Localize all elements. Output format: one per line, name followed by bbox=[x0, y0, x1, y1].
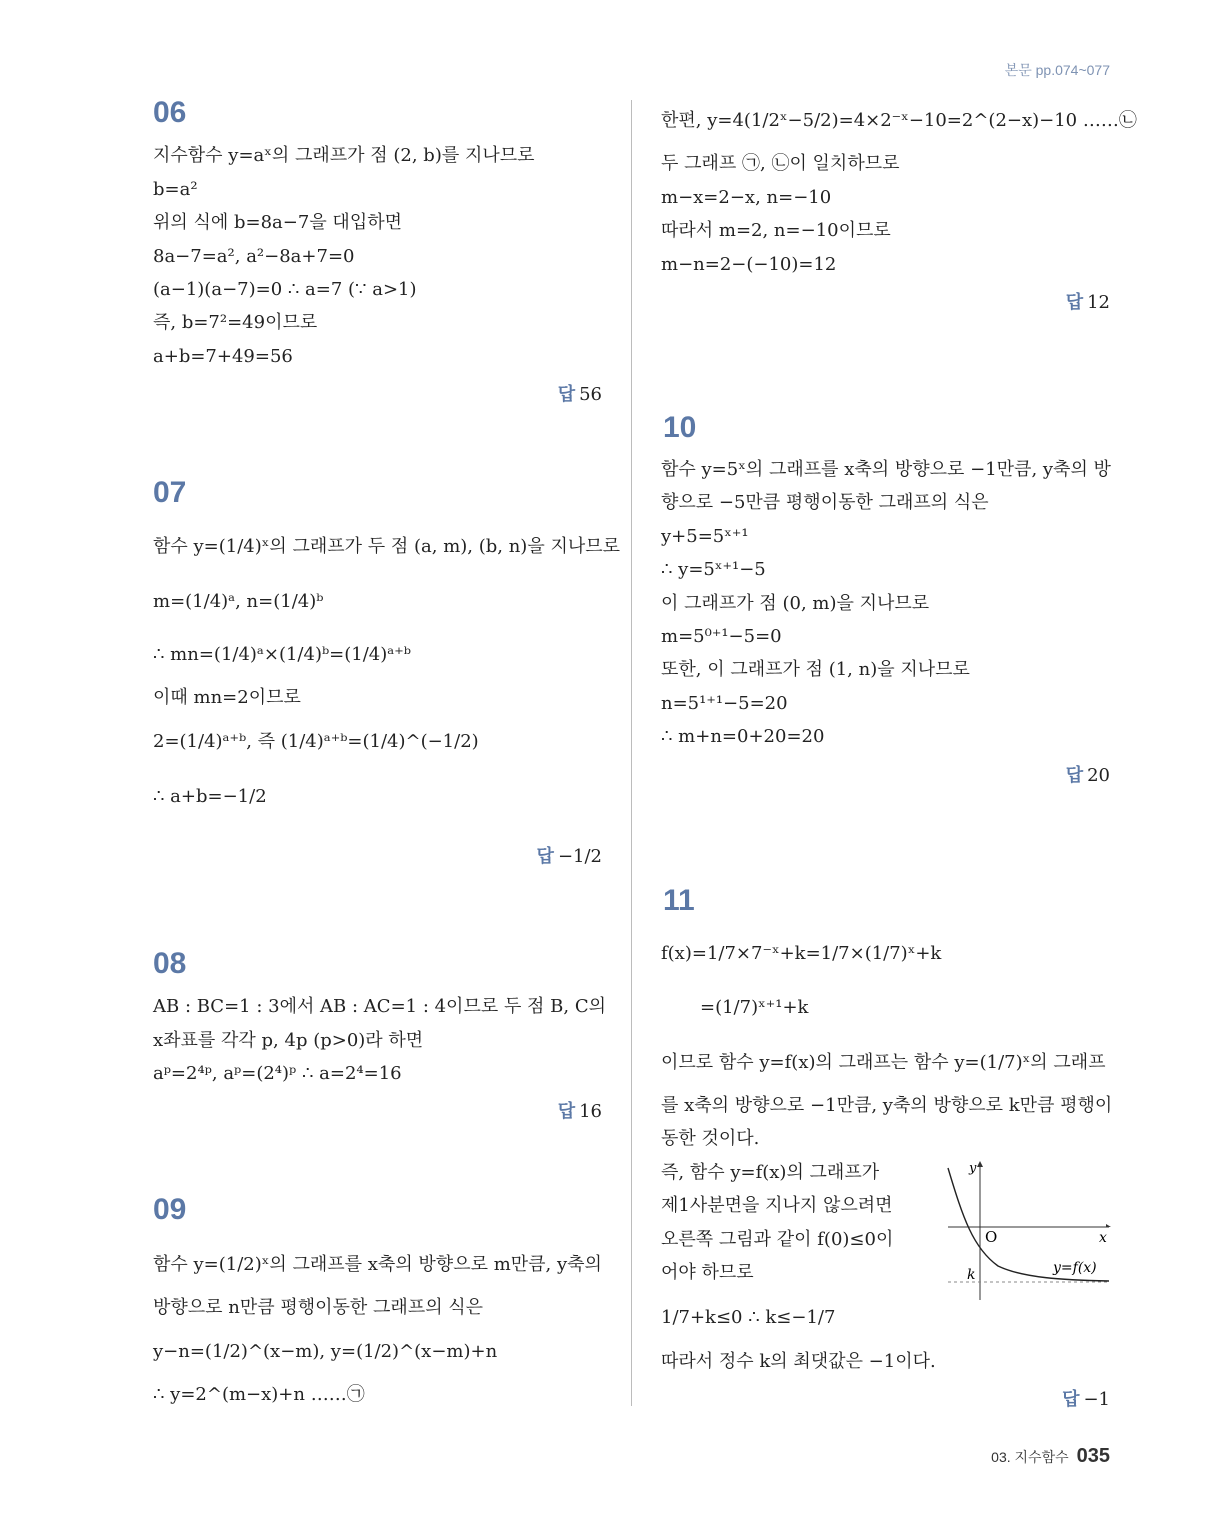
p08-line-1: AB : BC=1 : 3에서 AB : AC=1 : 4이므로 두 점 B, C의 bbox=[153, 996, 606, 1017]
p06-answer-value: 56 bbox=[579, 384, 602, 405]
p11-line-11: 따라서 정수 k의 최댓값은 −1이다. bbox=[661, 1351, 936, 1372]
x-axis-label: x bbox=[1099, 1230, 1107, 1246]
p06-line-4: 8a−7=a², a²−8a+7=0 bbox=[153, 246, 355, 267]
p11-line-10: 1/7+k≤0 ∴ k≤−1/7 bbox=[661, 1307, 836, 1328]
page-reference: 본문 pp.074~077 bbox=[1004, 62, 1110, 78]
p11-line-2: =(1/7)ˣ⁺¹+k bbox=[700, 997, 809, 1018]
p06-line-2: b=a² bbox=[153, 179, 198, 200]
p09-line-3: y−n=(1/2)^(x−m), y=(1/2)^(x−m)+n bbox=[153, 1341, 498, 1362]
p11-line-4: 를 x축의 방향으로 −1만큼, y축의 방향으로 k만큼 평행이 bbox=[661, 1095, 1113, 1116]
p06-line-3: 위의 식에 b=8a−7을 대입하면 bbox=[153, 212, 402, 233]
column-divider bbox=[631, 100, 632, 1406]
answer-label: 답 bbox=[1065, 292, 1084, 312]
p09b-line-5: m−n=2−(−10)=12 bbox=[661, 254, 837, 275]
p08-answer-value: 16 bbox=[579, 1101, 602, 1122]
p11-graph bbox=[943, 1158, 1113, 1304]
p10-line-6: m=5⁰⁺¹−5=0 bbox=[661, 626, 782, 647]
answer-label: 답 bbox=[536, 846, 554, 866]
problem-number-09: 09 bbox=[153, 1193, 187, 1226]
p11-answer bbox=[1062, 1385, 1110, 1411]
answer-label: 답 bbox=[1062, 1389, 1080, 1409]
x-axis-arrow bbox=[1106, 1224, 1111, 1227]
answer-label: 답 bbox=[557, 1101, 576, 1121]
p11-line-9: 어야 하므로 bbox=[661, 1262, 754, 1283]
problem-number-06: 06 bbox=[153, 96, 187, 129]
p08-line-2: x좌표를 각각 p, 4p (p>0)라 하면 bbox=[153, 1030, 424, 1051]
p09-line-2: 방향으로 n만큼 평행이동한 그래프의 식은 bbox=[153, 1297, 484, 1318]
p11-line-6: 즉, 함수 y=f(x)의 그래프가 bbox=[661, 1162, 880, 1183]
p06-line-1: 지수함수 y=aˣ의 그래프가 점 (2, b)를 지나므로 bbox=[153, 145, 535, 166]
origin-label: O bbox=[985, 1228, 998, 1246]
p07-line-1: 함수 y=(1/4)ˣ의 그래프가 두 점 (a, m), (b, n)을 지나므로 bbox=[153, 536, 620, 557]
problem-number-11: 11 bbox=[663, 884, 695, 917]
p07-line-5: 2=(1/4)ᵃ⁺ᵇ, 즉 (1/4)ᵃ⁺ᵇ=(1/4)^(−1/2) bbox=[153, 731, 479, 752]
problem-number-07: 07 bbox=[153, 476, 187, 509]
p07-line-4: 이때 mn=2이므로 bbox=[153, 687, 301, 708]
p07-line-3: ∴ mn=(1/4)ᵃ×(1/4)ᵇ=(1/4)ᵃ⁺ᵇ bbox=[153, 644, 411, 665]
p09-line-1: 함수 y=(1/2)ˣ의 그래프를 x축의 방향으로 m만큼, y축의 bbox=[153, 1254, 602, 1275]
answer-label: 답 bbox=[557, 384, 576, 404]
p09b-line-3: m−x=2−x, n=−10 bbox=[661, 187, 832, 208]
problem-number-08: 08 bbox=[153, 947, 187, 980]
p08-line-3: aᵖ=2⁴ᵖ, aᵖ=(2⁴)ᵖ ∴ a=2⁴=16 bbox=[153, 1063, 402, 1084]
p09-line-4: ∴ y=2^(m−x)+n ……㉠ bbox=[153, 1384, 365, 1405]
p10-line-5: 이 그래프가 점 (0, m)을 지나므로 bbox=[661, 593, 930, 614]
p09b-line-4: 따라서 m=2, n=−10이므로 bbox=[661, 220, 891, 241]
p07-line-2: m=(1/4)ᵃ, n=(1/4)ᵇ bbox=[153, 591, 324, 612]
p06-answer bbox=[558, 380, 602, 406]
p11-line-1: f(x)=1/7×7⁻ˣ+k=1/7×(1/7)ˣ+k bbox=[661, 943, 942, 964]
chapter-title: 03. 지수함수 bbox=[991, 1449, 1069, 1465]
page-footer bbox=[991, 1445, 1110, 1468]
p09b-line-1: 한편, y=4(1/2ˣ−5/2)=4×2⁻ˣ−10=2^(2−x)−10 ……㉡ bbox=[661, 110, 1137, 131]
p10-line-8: n=5¹⁺¹−5=20 bbox=[661, 693, 788, 714]
y-axis-arrow bbox=[977, 1161, 983, 1167]
p11-line-7: 제1사분면을 지나지 않으려면 bbox=[661, 1195, 893, 1216]
p06-line-6: 즉, b=7²=49이므로 bbox=[153, 312, 318, 333]
p10-line-7: 또한, 이 그래프가 점 (1, n)을 지나므로 bbox=[661, 659, 970, 680]
p10-line-4: ∴ y=5ˣ⁺¹−5 bbox=[661, 559, 766, 580]
p10-answer-value: 20 bbox=[1087, 765, 1110, 786]
p09-answer bbox=[1066, 288, 1110, 314]
y-axis-label: y bbox=[969, 1161, 977, 1176]
p08-answer bbox=[558, 1097, 602, 1123]
p10-line-1: 함수 y=5ˣ의 그래프를 x축의 방향으로 −1만큼, y축의 방 bbox=[661, 459, 1111, 480]
answer-label: 답 bbox=[1065, 765, 1084, 785]
problem-number-10: 10 bbox=[663, 411, 697, 444]
p06-line-5: (a−1)(a−7)=0 ∴ a=7 (∵ a>1) bbox=[153, 279, 417, 300]
p09b-line-2: 두 그래프 ㉠, ㉡이 일치하므로 bbox=[661, 153, 900, 174]
p07-answer-value: −1/2 bbox=[557, 846, 602, 867]
p11-answer-value: −1 bbox=[1083, 1389, 1110, 1410]
p11-line-5: 동한 것이다. bbox=[661, 1128, 760, 1149]
p06-line-7: a+b=7+49=56 bbox=[153, 346, 293, 367]
p10-answer bbox=[1066, 761, 1110, 787]
page-number: 035 bbox=[1076, 1445, 1110, 1467]
p07-answer bbox=[537, 842, 602, 868]
k-label: k bbox=[967, 1267, 976, 1283]
p07-line-6: ∴ a+b=−1/2 bbox=[153, 786, 267, 807]
curve-label: y=f(x) bbox=[1053, 1260, 1097, 1276]
p09-answer-value: 12 bbox=[1087, 292, 1110, 313]
p10-line-9: ∴ m+n=0+20=20 bbox=[661, 726, 825, 747]
p10-line-3: y+5=5ˣ⁺¹ bbox=[661, 526, 749, 547]
p10-line-2: 향으로 −5만큼 평행이동한 그래프의 식은 bbox=[661, 492, 989, 513]
p11-line-3: 이므로 함수 y=f(x)의 그래프는 함수 y=(1/7)ˣ의 그래프 bbox=[661, 1052, 1106, 1073]
p11-line-8: 오른쪽 그림과 같이 f(0)≤0이 bbox=[661, 1229, 894, 1250]
